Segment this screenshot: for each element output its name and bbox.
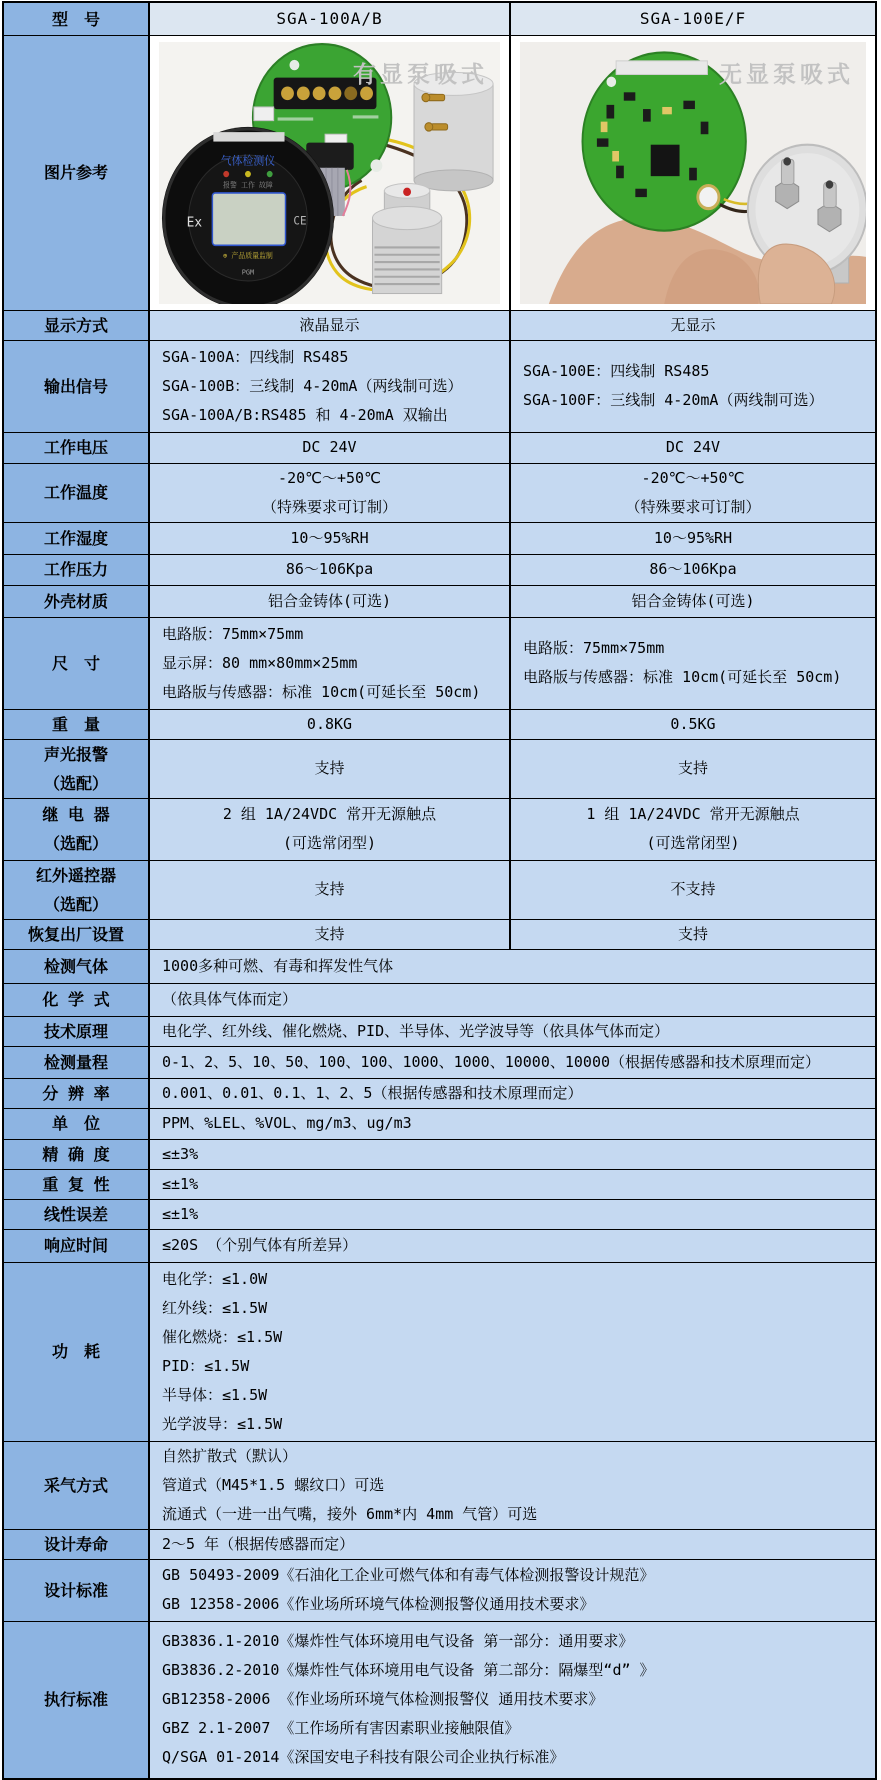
row-label — [3, 739, 149, 798]
spec-table-body — [3, 2, 876, 1779]
value-cell-model-a — [149, 919, 510, 949]
row-label — [3, 1441, 149, 1529]
value-line: 支持 — [314, 759, 345, 777]
merged-value-cell — [149, 1262, 876, 1441]
row-label-line: 检测量程 — [43, 1052, 108, 1072]
value-line: ≤20S （个别气体有所差异） — [162, 1236, 358, 1254]
row-label-line: 采气方式 — [43, 1475, 108, 1495]
product-photo-sga100ef — [520, 42, 866, 304]
value-cell-model-a — [149, 798, 510, 860]
pump-cylinder-icon — [414, 72, 493, 190]
value-cell-model-a — [149, 340, 510, 432]
row-label-line: 化 学 式 — [42, 990, 110, 1009]
value-line: 流通式（一进一出气嘴，接外 6mm*内 4mm 气管）可选 — [162, 1504, 538, 1523]
value-line: 电路版与传感器：标准 10cm(可延长至 50cm) — [523, 668, 842, 686]
table-row — [3, 949, 876, 983]
value-line: 10～95%RH — [653, 528, 733, 547]
value-line: SGA-100A/B:RS485 和 4-20mA 双输出 — [162, 405, 448, 424]
row-label — [3, 463, 149, 522]
table-row — [3, 739, 876, 798]
value-line: 0.5KG — [670, 714, 716, 733]
row-label-line: 单 位 — [51, 1114, 100, 1133]
value-cell-model-a — [149, 432, 510, 463]
value-line: 86～106Kpa — [285, 560, 374, 578]
table-row — [3, 983, 876, 1016]
value-line: 2 组 1A/24VDC 常开无源触点 — [222, 805, 437, 823]
value-line: 电路版：75mm×75mm — [162, 624, 304, 643]
table-row — [3, 554, 876, 585]
table-row — [3, 432, 876, 463]
value-line: 铝合金铸体(可选) — [267, 591, 392, 610]
row-label — [3, 310, 149, 340]
header-row — [3, 2, 876, 35]
value-cell-model-b — [510, 554, 876, 585]
row-label — [3, 554, 149, 585]
row-label-line: 继 电 器 — [42, 805, 110, 824]
value-line: (可选常闭型) — [282, 834, 377, 852]
row-label-line: 红外遥控器 — [35, 865, 116, 885]
merged-value-cell — [149, 1199, 876, 1229]
row-label — [3, 983, 149, 1016]
table-row — [3, 1199, 876, 1229]
svg-text:CE: CE — [293, 213, 307, 227]
row-label-line: 检测气体 — [43, 956, 108, 976]
table-row — [3, 617, 876, 709]
merged-value-cell — [149, 1441, 876, 1529]
watermark-text-b: 无显泵吸式 — [719, 61, 854, 88]
value-line: 管道式（M45*1.5 螺纹口）可选 — [162, 1475, 385, 1494]
table-row — [3, 1016, 876, 1046]
value-cell-model-b — [510, 617, 876, 709]
value-line: 无显示 — [670, 315, 716, 334]
row-label-line: 设计标准 — [43, 1580, 108, 1600]
value-line: GB3836.1-2010《爆炸性气体环境用电气设备 第一部分：通用要求》 — [162, 1632, 634, 1651]
value-line: SGA-100B：三线制 4-20mA（两线制可选） — [162, 376, 463, 395]
value-line: -20℃～+50℃ — [641, 468, 745, 487]
row-label — [3, 860, 149, 919]
value-cell-model-b — [510, 585, 876, 617]
row-label — [3, 1016, 149, 1046]
value-line: GB3836.2-2010《爆炸性气体环境用电气设备 第二部分：隔爆型“d” 》 — [162, 1661, 655, 1680]
table-row — [3, 310, 876, 340]
row-label-line: 分 辨 率 — [42, 1083, 110, 1103]
table-row — [3, 1441, 876, 1529]
model-header-label: 型 号 — [3, 2, 149, 35]
model-b-header: SGA-100E/F — [510, 2, 876, 35]
svg-text:报警 工作 故障: 报警 工作 故障 — [223, 179, 273, 190]
image-row — [3, 35, 876, 310]
value-cell-model-a — [149, 709, 510, 739]
row-label-line: 显示方式 — [43, 315, 108, 335]
table-row — [3, 1139, 876, 1169]
row-label — [3, 617, 149, 709]
row-label — [3, 1529, 149, 1559]
row-label-line: 响应时间 — [43, 1236, 108, 1255]
value-cell-model-b — [510, 860, 876, 919]
value-line: GB12358-2006 《作业场所环境气体检测报警仪 通用技术要求》 — [162, 1690, 604, 1709]
row-label — [3, 35, 149, 310]
table-row — [3, 1621, 876, 1779]
row-label-line: 重 复 性 — [42, 1174, 110, 1194]
row-label-line: 工作温度 — [43, 483, 108, 502]
row-label-line: （选配） — [43, 894, 108, 914]
svg-text:Ex: Ex — [186, 214, 203, 231]
value-line: 0-1、2、5、10、50、100、100、1000、1000、10000、10000（根据传感器和技术原理而定） — [162, 1052, 821, 1071]
spec-table — [2, 1, 877, 1780]
svg-text:⊕ 产品质量监制: ⊕ 产品质量监制 — [223, 250, 273, 260]
merged-value-cell — [149, 1139, 876, 1169]
merged-value-cell — [149, 1621, 876, 1779]
value-line: SGA-100F：三线制 4-20mA（两线制可选） — [523, 391, 824, 409]
row-label — [3, 1139, 149, 1169]
value-line: ≤±1% — [162, 1204, 199, 1223]
table-row — [3, 522, 876, 554]
row-label — [3, 340, 149, 432]
row-label — [3, 432, 149, 463]
table-row — [3, 1529, 876, 1559]
merged-value-cell — [149, 1108, 876, 1139]
value-line: 0.8KG — [306, 714, 353, 733]
merged-value-cell — [149, 983, 876, 1016]
value-line: 红外线：≤1.5W — [162, 1298, 268, 1317]
value-line: -20℃～+50℃ — [278, 468, 381, 487]
value-line: PID：≤1.5W — [162, 1356, 250, 1375]
value-line: GB 12358-2006《作业场所环境气体检测报警仪通用技术要求》 — [162, 1595, 595, 1613]
row-label — [3, 919, 149, 949]
value-line: GB 50493-2009《石油化工企业可燃气体和有毒气体检测报警设计规范》 — [162, 1566, 655, 1584]
value-cell-model-a — [149, 585, 510, 617]
value-line: 催化燃烧：≤1.5W — [162, 1327, 283, 1346]
value-line: 半导体：≤1.5W — [162, 1385, 268, 1404]
value-cell-model-a — [149, 554, 510, 585]
value-cell-model-b — [510, 340, 876, 432]
row-label-line: 工作湿度 — [43, 528, 108, 548]
row-label-line: 恢复出厂设置 — [27, 924, 124, 944]
row-label-line: 重 量 — [51, 714, 100, 734]
value-line: 2～5 年（根据传感器而定） — [162, 1534, 355, 1553]
value-cell-model-a — [149, 617, 510, 709]
merged-value-cell — [149, 1559, 876, 1621]
row-label-line: 工作电压 — [43, 438, 108, 457]
row-label — [3, 1559, 149, 1621]
value-line: 1000多种可燃、有毒和挥发性气体 — [162, 956, 394, 975]
value-line: DC 24V — [302, 438, 357, 456]
svg-text:PGM: PGM — [241, 266, 255, 277]
value-line: ≤±3% — [162, 1144, 199, 1163]
row-label — [3, 1621, 149, 1779]
watermark-text-a: 有显泵吸式 — [353, 61, 488, 88]
value-line: ≤±1% — [162, 1174, 199, 1193]
value-line: GBZ 2.1-2007 《工作场所有害因素职业接触限值》 — [162, 1719, 520, 1738]
table-row — [3, 340, 876, 432]
value-line: （特殊要求可订制） — [261, 497, 397, 516]
merged-value-cell — [149, 1229, 876, 1262]
table-row — [3, 585, 876, 617]
merged-value-cell — [149, 1046, 876, 1078]
row-label — [3, 585, 149, 617]
value-line: 电化学、红外线、催化燃烧、PID、半导体、光学波导等（依具体气体而定） — [162, 1021, 670, 1040]
value-line: 0.001、0.01、0.1、1、2、5（根据传感器和技术原理而定） — [162, 1083, 583, 1102]
row-label — [3, 798, 149, 860]
value-line: 显示屏：80 mm×80mm×25mm — [162, 653, 358, 672]
value-line: 86～106Kpa — [649, 560, 737, 578]
value-cell-model-a — [149, 310, 510, 340]
row-label-line: 尺 寸 — [51, 653, 100, 673]
value-line: SGA-100A：四线制 RS485 — [162, 347, 349, 366]
value-cell-model-a — [149, 463, 510, 522]
table-row — [3, 798, 876, 860]
table-row — [3, 1262, 876, 1441]
value-cell-model-a — [149, 522, 510, 554]
value-cell-model-b — [510, 463, 876, 522]
row-label — [3, 1169, 149, 1199]
row-label-line: 声光报警 — [43, 744, 108, 764]
value-line: 1 组 1A/24VDC 常开无源触点 — [586, 805, 800, 823]
row-label-line: 外壳材质 — [43, 591, 108, 611]
value-line: Q/SGA 01-2014《深国安电子科技有限公司企业执行标准》 — [162, 1748, 565, 1767]
lcd-gauge-icon — [162, 126, 334, 303]
value-cell-model-b — [510, 432, 876, 463]
value-cell-model-b — [510, 310, 876, 340]
value-line: 光学波导：≤1.5W — [162, 1414, 283, 1433]
row-label — [3, 949, 149, 983]
row-label-line: 线性误差 — [43, 1204, 108, 1224]
row-label — [3, 1108, 149, 1139]
value-line: 电化学：≤1.0W — [162, 1269, 268, 1288]
value-line: (可选常闭型) — [646, 834, 740, 852]
value-line: 支持 — [677, 759, 708, 777]
value-line: 支持 — [677, 924, 708, 943]
value-line: 自然扩散式（默认） — [162, 1446, 298, 1465]
merged-value-cell — [149, 1078, 876, 1108]
row-label — [3, 1229, 149, 1262]
row-label-line: （选配） — [43, 834, 108, 853]
value-cell-model-b — [510, 798, 876, 860]
table-row — [3, 1046, 876, 1078]
table-row — [3, 860, 876, 919]
row-label-line: 工作压力 — [43, 560, 108, 579]
row-label — [3, 1078, 149, 1108]
value-line: 10～95%RH — [290, 528, 369, 547]
value-line: （特殊要求可订制） — [625, 497, 761, 516]
row-label — [3, 709, 149, 739]
table-row — [3, 463, 876, 522]
table-row — [3, 1559, 876, 1621]
photo-cell-a — [149, 35, 510, 310]
table-row — [3, 1229, 876, 1262]
row-label-line: 精 确 度 — [42, 1144, 110, 1164]
value-line: 液晶显示 — [299, 315, 360, 334]
table-row — [3, 919, 876, 949]
photo-cell-b — [510, 35, 876, 310]
row-label — [3, 1262, 149, 1441]
table-row — [3, 1108, 876, 1139]
value-cell-model-b — [510, 919, 876, 949]
value-line: 电路版：75mm×75mm — [523, 639, 665, 657]
value-line: PPM、%LEL、%VOL、mg/m3、ug/m3 — [162, 1114, 412, 1132]
value-line: 支持 — [314, 924, 345, 943]
value-line: 不支持 — [670, 880, 716, 898]
row-label-line: 技术原理 — [43, 1021, 108, 1041]
row-label-line: 执行标准 — [43, 1690, 108, 1710]
value-cell-model-a — [149, 860, 510, 919]
row-label — [3, 1199, 149, 1229]
value-line: 支持 — [314, 880, 345, 898]
row-label — [3, 522, 149, 554]
model-a-header: SGA-100A/B — [149, 2, 510, 35]
value-line: 铝合金铸体(可选) — [631, 591, 755, 610]
value-cell-model-a — [149, 739, 510, 798]
merged-value-cell — [149, 1529, 876, 1559]
row-label — [3, 1046, 149, 1078]
row-label-line: 设计寿命 — [43, 1534, 108, 1554]
image-row-label: 图片参考 — [43, 163, 108, 182]
table-row — [3, 709, 876, 739]
value-cell-model-b — [510, 739, 876, 798]
merged-value-cell — [149, 1016, 876, 1046]
value-cell-model-b — [510, 522, 876, 554]
merged-value-cell — [149, 1169, 876, 1199]
value-line: 电路版与传感器：标准 10cm(可延长至 50cm) — [162, 682, 481, 701]
merged-value-cell — [149, 949, 876, 983]
value-cell-model-b — [510, 709, 876, 739]
value-line: DC 24V — [665, 438, 721, 456]
product-photo-sga100ab — [159, 42, 500, 304]
table-row — [3, 1169, 876, 1199]
table-row — [3, 1078, 876, 1108]
svg-text:气体检测仪: 气体检测仪 — [220, 153, 276, 168]
row-label-line: 功 耗 — [51, 1342, 100, 1361]
value-line: SGA-100E：四线制 RS485 — [523, 362, 710, 380]
value-line: （依具体气体而定） — [162, 990, 298, 1008]
row-label-line: 输出信号 — [43, 376, 108, 396]
row-label-line: （选配） — [43, 773, 108, 793]
